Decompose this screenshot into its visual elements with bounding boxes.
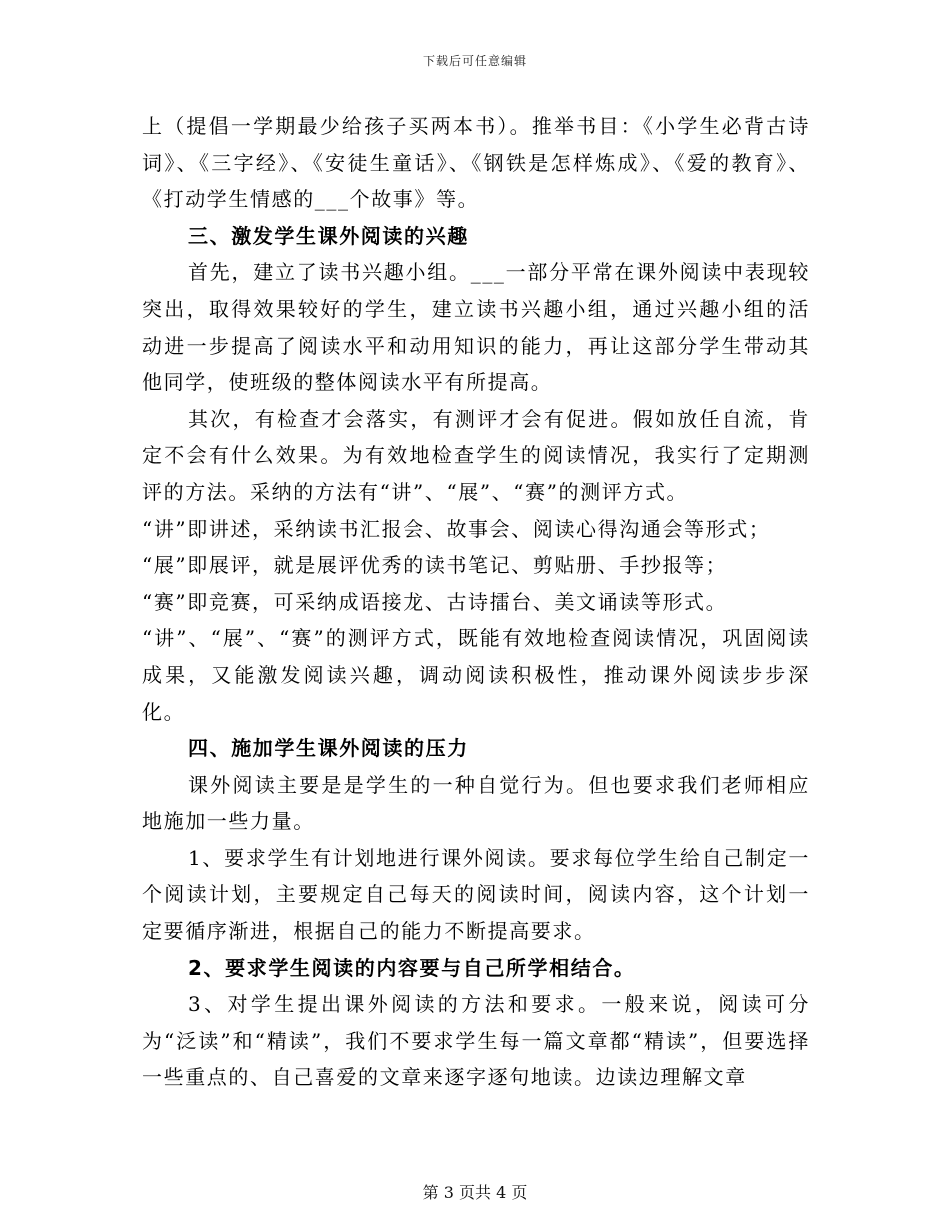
document-body (142, 108, 810, 1096)
paragraph-jiang: “讲”即讲述，采纳读书汇报会、故事会、阅读心得沟通会等形式； (142, 516, 771, 541)
paragraph-sai: “赛”即竞赛，可采纳成语接龙、古诗擂台、美文诵读等形式。 (142, 589, 728, 614)
paragraph-reading-plan: 1、要求学生有计划地进行课外阅读。要求每位学生给自己制定一个阅读计划，主要规定自己每天的阅读时间，阅读内容，这个计划一定要循序渐进，根据自己的能力不断提高要求。 (142, 845, 810, 944)
section-heading-4: 四、施加学生课外阅读的压力 (188, 736, 469, 761)
page-header: 下载后可任意编辑 (422, 54, 527, 68)
subheading-reading-content: 2、要求学生阅读的内容要与自己所学相结合。 (188, 955, 636, 980)
paragraph-evaluation-summary: “讲”、“展”、“赛”的测评方式，既能有效地检查阅读情况，巩固阅读成果，又能激发阅读兴趣，调动阅读积极性，推动课外阅读步步深化。 (142, 626, 810, 724)
paragraph-reading-methods: 3、对学生提出课外阅读的方法和要求。一般来说，阅读可分为“泛读”和“精读”，我们不要求学生每一篇文章都“精读”，但要选择一些重点的、自己喜爱的文章来逐字逐句地读。边读边理解文章 (142, 992, 810, 1090)
paragraph-evaluation: 其次，有检查才会落实，有测评才会有促进。假如放任自流，肯定不会有什么效果。为有效地检查学生的阅读情况，我实行了定期测评的方法。采纳的方法有“讲”、“展”、“赛”的测评方式。 (142, 406, 810, 504)
page-footer: 第 3 页共 4 页 (422, 1183, 528, 1202)
section-heading-3: 三、激发学生课外阅读的兴趣 (188, 223, 469, 248)
paragraph-self-discipline: 课外阅读主要是是学生的一种自觉行为。但也要求我们老师相应地施加一些力量。 (142, 772, 810, 834)
paragraph-zhan: “展”即展评，就是展评优秀的读书笔记、剪贴册、手抄报等； (142, 553, 728, 578)
paragraph-book-recommendations: 上（提倡一学期最少给孩子买两本书）。推举书目：《小学生必背古诗词》、《三字经》、《安徒生童话》、《钢铁是怎样炼成》、《爱的教育》、《打动学生情感的___个故事》等。 (142, 114, 810, 212)
paragraph-reading-group: 首先，建立了读书兴趣小组。___一部分平常在课外阅读中表现较突出，取得效果较好的学生，建立读书兴趣小组，通过兴趣小组的活动进一步提高了阅读水平和动用知识的能力，再让这部分学生带动其他同学，使班级的整体阅读水平有所提高。 (142, 260, 810, 395)
